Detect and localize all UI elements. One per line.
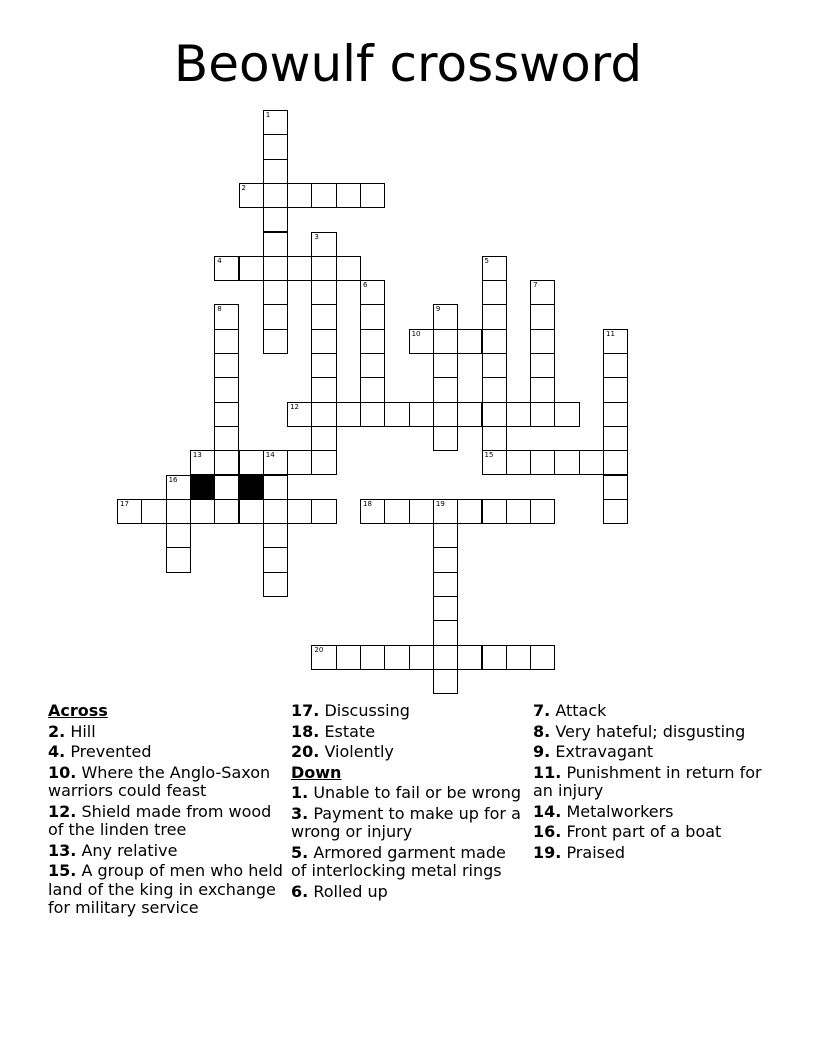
- grid-cell[interactable]: [141, 499, 166, 524]
- grid-cell[interactable]: [336, 402, 361, 427]
- grid-cell[interactable]: [287, 402, 312, 427]
- grid-cell[interactable]: [384, 499, 409, 524]
- grid-cell[interactable]: [263, 256, 288, 281]
- clue-number: 17: [120, 499, 129, 508]
- grid-cell[interactable]: [506, 450, 531, 475]
- grid-cell[interactable]: [311, 426, 336, 451]
- clue-number: 5.: [291, 842, 309, 862]
- clue-text: Discussing: [324, 701, 410, 720]
- clue-number: 5: [484, 256, 489, 265]
- clue-number: 6.: [291, 881, 309, 901]
- grid-cell[interactable]: [263, 134, 288, 159]
- clue-item: [291, 702, 526, 721]
- grid-cell[interactable]: [360, 377, 385, 402]
- grid-cell[interactable]: [311, 232, 336, 257]
- black-square: [239, 475, 264, 500]
- grid-cell[interactable]: [239, 183, 264, 208]
- grid-cell[interactable]: [482, 402, 507, 427]
- grid-cell[interactable]: [287, 450, 312, 475]
- grid-cell[interactable]: [457, 499, 482, 524]
- grid-cell[interactable]: [287, 256, 312, 281]
- grid-cell[interactable]: [433, 499, 458, 524]
- grid-cell[interactable]: [530, 353, 555, 378]
- clue-text: Punishment in return for an injury: [533, 762, 762, 800]
- clue-column-1: [48, 702, 283, 920]
- grid-cell[interactable]: [409, 402, 434, 427]
- clue-number: 1: [265, 111, 271, 119]
- grid-cell[interactable]: [166, 475, 191, 500]
- grid-cell[interactable]: [360, 499, 385, 524]
- grid-cell[interactable]: [311, 402, 336, 427]
- grid-cell[interactable]: [263, 329, 288, 354]
- clue-text: Metalworkers: [566, 801, 674, 821]
- grid-cell[interactable]: [482, 499, 507, 524]
- clue-item: [48, 764, 283, 801]
- grid-cell[interactable]: [263, 183, 288, 208]
- clue-item: [48, 743, 283, 762]
- grid-cell[interactable]: [360, 329, 385, 354]
- clue-number: 14: [265, 451, 275, 460]
- grid-cell[interactable]: [311, 645, 336, 670]
- grid-cell[interactable]: [166, 547, 191, 572]
- grid-cell[interactable]: [482, 353, 507, 378]
- clue-number: 6: [363, 281, 368, 290]
- grid-cell[interactable]: [360, 280, 385, 305]
- clue-text: Shield made from wood of the linden tree: [48, 801, 272, 839]
- clue-text: A group of men who held land of the king in exchange for military service: [48, 861, 283, 917]
- grid-cell[interactable]: [311, 256, 336, 281]
- clue-number: 15: [484, 451, 494, 460]
- clue-number: 12: [290, 402, 300, 411]
- clue-text: Any relative: [81, 840, 178, 860]
- clue-number: 9: [435, 305, 441, 314]
- clue-number: 19.: [533, 842, 562, 862]
- grid-cell[interactable]: [214, 377, 239, 402]
- grid-cell[interactable]: [214, 304, 239, 329]
- grid-cell[interactable]: [433, 304, 458, 329]
- grid-cell[interactable]: [530, 499, 555, 524]
- grid-cell[interactable]: [433, 426, 458, 451]
- clue-number: 8.: [533, 721, 551, 741]
- grid-cell[interactable]: [360, 183, 385, 208]
- clue-number: 17.: [291, 701, 320, 720]
- grid-cell[interactable]: [263, 450, 288, 475]
- clue-text: Where the Anglo-Saxon warriors could feast: [48, 762, 271, 800]
- clue-number: 3: [314, 232, 319, 241]
- clue-item: [291, 743, 526, 762]
- clue-number: 11: [606, 329, 615, 338]
- grid-cell[interactable]: [482, 645, 507, 670]
- grid-cell[interactable]: [530, 450, 555, 475]
- grid-cell[interactable]: [433, 329, 458, 354]
- across-header: Across: [48, 701, 108, 720]
- clue-column-3: [533, 702, 763, 864]
- grid-cell[interactable]: [457, 645, 482, 670]
- grid-cell[interactable]: [214, 426, 239, 451]
- grid-cell[interactable]: [603, 499, 628, 524]
- grid-cell[interactable]: [433, 377, 458, 402]
- grid-cell[interactable]: [530, 304, 555, 329]
- grid-cell[interactable]: [117, 499, 142, 524]
- grid-cell[interactable]: [263, 110, 288, 135]
- grid-cell[interactable]: [336, 256, 361, 281]
- grid-cell[interactable]: [554, 402, 579, 427]
- grid-cell[interactable]: [239, 450, 264, 475]
- grid-cell[interactable]: [603, 353, 628, 378]
- grid-cell[interactable]: [579, 450, 604, 475]
- black-square: [190, 475, 215, 500]
- clue-item: [533, 743, 763, 762]
- grid-cell[interactable]: [433, 596, 458, 621]
- clue-text: Front part of a boat: [566, 822, 722, 841]
- clue-number: 9.: [533, 742, 551, 761]
- across-clue-list-continued: [291, 702, 526, 762]
- clue-number: 8: [217, 305, 222, 314]
- grid-cell[interactable]: [482, 329, 507, 354]
- clue-item: [533, 803, 763, 822]
- grid-cell[interactable]: [311, 280, 336, 305]
- grid-cell[interactable]: [239, 499, 264, 524]
- grid-cell[interactable]: [433, 402, 458, 427]
- clue-item: [48, 803, 283, 840]
- grid-cell[interactable]: [263, 304, 288, 329]
- clue-item: [291, 844, 526, 881]
- clue-number: 20.: [291, 742, 320, 761]
- grid-cell[interactable]: [433, 523, 458, 548]
- grid-cell[interactable]: [190, 450, 215, 475]
- clue-text: Extravagant: [555, 742, 654, 761]
- clue-number: 7.: [533, 701, 551, 720]
- grid-cell[interactable]: [360, 645, 385, 670]
- clue-text: Rolled up: [313, 881, 388, 901]
- clue-number: 16.: [533, 822, 562, 841]
- clue-number: 15.: [48, 861, 77, 880]
- clue-number: 18.: [291, 721, 320, 741]
- grid-cell[interactable]: [360, 402, 385, 427]
- clue-text: Violently: [324, 742, 394, 761]
- grid-cell[interactable]: [433, 645, 458, 670]
- grid-cell[interactable]: [336, 183, 361, 208]
- grid-cell[interactable]: [506, 402, 531, 427]
- grid-cell[interactable]: [457, 329, 482, 354]
- grid-cell[interactable]: [311, 377, 336, 402]
- clue-item: [291, 723, 526, 742]
- grid-cell[interactable]: [360, 304, 385, 329]
- grid-cell[interactable]: [263, 572, 288, 597]
- clue-number: 13.: [48, 840, 77, 860]
- grid-cell[interactable]: [263, 159, 288, 184]
- grid-cell[interactable]: [482, 426, 507, 451]
- clue-text: Attack: [555, 701, 607, 720]
- clue-number: 20: [314, 645, 324, 654]
- clue-text: Prevented: [70, 742, 152, 761]
- grid-cell[interactable]: [311, 183, 336, 208]
- clue-number: 2.: [48, 721, 66, 741]
- clue-number: 4: [217, 256, 222, 265]
- grid-cell[interactable]: [214, 450, 239, 475]
- grid-cell[interactable]: [214, 499, 239, 524]
- clue-item: [291, 784, 526, 803]
- clue-number: 11.: [533, 762, 562, 782]
- grid-cell[interactable]: [263, 475, 288, 500]
- clue-number: 1.: [291, 783, 309, 802]
- grid-cell[interactable]: [530, 645, 555, 670]
- clue-item: [533, 723, 763, 742]
- grid-cell[interactable]: [263, 499, 288, 524]
- clue-text: Hill: [70, 721, 96, 741]
- clue-item: [291, 805, 526, 842]
- grid-cell[interactable]: [482, 304, 507, 329]
- grid-cell[interactable]: [457, 402, 482, 427]
- grid-cell[interactable]: [603, 426, 628, 451]
- grid-cell[interactable]: [554, 450, 579, 475]
- grid-cell[interactable]: [530, 329, 555, 354]
- grid-cell[interactable]: [214, 256, 239, 281]
- clue-number: 7: [533, 281, 538, 290]
- grid-cell[interactable]: [263, 232, 288, 257]
- grid-cell[interactable]: [384, 645, 409, 670]
- clue-text: Payment to make up for a wrong or injury: [291, 803, 521, 841]
- clue-number: 2: [241, 183, 246, 192]
- down-clue-list-continued: [533, 702, 763, 862]
- clue-text: Praised: [566, 842, 625, 862]
- grid-cell[interactable]: [506, 499, 531, 524]
- grid-cell[interactable]: [263, 207, 288, 232]
- grid-cell[interactable]: [530, 377, 555, 402]
- clue-column-2: [291, 702, 526, 903]
- clue-item: [533, 702, 763, 721]
- clue-number: 4.: [48, 742, 66, 761]
- clue-number: 16: [168, 475, 178, 484]
- clue-number: 10.: [48, 762, 77, 782]
- grid-cell[interactable]: [603, 450, 628, 475]
- grid-cell[interactable]: [214, 329, 239, 354]
- across-clue-list: [48, 723, 283, 918]
- grid-cell[interactable]: [530, 280, 555, 305]
- clue-item: [48, 862, 283, 918]
- grid-cell[interactable]: [166, 523, 191, 548]
- grid-cell[interactable]: [214, 475, 239, 500]
- grid-cell[interactable]: [433, 572, 458, 597]
- grid-cell[interactable]: [482, 450, 507, 475]
- grid-cell[interactable]: [506, 645, 531, 670]
- grid-cell[interactable]: [433, 669, 458, 694]
- clue-text: Armored garment made of interlocking metal rings: [291, 842, 506, 880]
- grid-cell[interactable]: [433, 547, 458, 572]
- clue-number: 13: [192, 451, 202, 460]
- clue-item: [291, 883, 526, 902]
- grid-cell[interactable]: [263, 523, 288, 548]
- grid-cell[interactable]: [409, 499, 434, 524]
- grid-cell[interactable]: [311, 329, 336, 354]
- clue-item: [533, 823, 763, 842]
- grid-cell[interactable]: [360, 353, 385, 378]
- grid-cell[interactable]: [482, 256, 507, 281]
- clue-number: 12.: [48, 801, 77, 821]
- grid-cell[interactable]: [239, 256, 264, 281]
- grid-cell[interactable]: [287, 499, 312, 524]
- clue-number: 18: [363, 499, 372, 508]
- clue-item: [533, 844, 763, 863]
- clue-text: Unable to fail or be wrong: [313, 783, 521, 802]
- grid-cell[interactable]: [263, 280, 288, 305]
- grid-cell[interactable]: [214, 353, 239, 378]
- grid-cell[interactable]: [263, 547, 288, 572]
- grid-cell[interactable]: [311, 353, 336, 378]
- grid-cell[interactable]: [311, 304, 336, 329]
- grid-cell[interactable]: [311, 450, 336, 475]
- down-clue-list: [291, 784, 526, 901]
- grid-cell[interactable]: [190, 499, 215, 524]
- grid-cell[interactable]: [311, 499, 336, 524]
- grid-cell[interactable]: [384, 402, 409, 427]
- page-title: Beowulf crossword: [173, 35, 643, 93]
- clue-text: Estate: [324, 721, 376, 741]
- clue-number: 3.: [291, 803, 309, 823]
- grid-cell[interactable]: [603, 329, 628, 354]
- grid-cell[interactable]: [336, 645, 361, 670]
- grid-cell[interactable]: [603, 377, 628, 402]
- clue-number: 10: [411, 329, 421, 338]
- grid-cell[interactable]: [409, 645, 434, 670]
- grid-cell[interactable]: [433, 353, 458, 378]
- grid-cell[interactable]: [482, 280, 507, 305]
- clue-number: 19: [435, 499, 445, 508]
- clue-item: [533, 764, 763, 801]
- grid-cell[interactable]: [214, 402, 239, 427]
- grid-cell[interactable]: [530, 402, 555, 427]
- clue-item: [48, 723, 283, 742]
- grid-cell[interactable]: [603, 402, 628, 427]
- grid-cell[interactable]: [433, 620, 458, 645]
- grid-cell[interactable]: [482, 377, 507, 402]
- clue-number: 14.: [533, 801, 562, 821]
- clue-item: [48, 842, 283, 861]
- grid-cell[interactable]: [166, 499, 191, 524]
- down-header: Down: [291, 762, 342, 782]
- grid-cell[interactable]: [603, 475, 628, 500]
- grid-cell[interactable]: [409, 329, 434, 354]
- grid-cell[interactable]: [287, 183, 312, 208]
- clue-text: Very hateful; disgusting: [555, 721, 746, 741]
